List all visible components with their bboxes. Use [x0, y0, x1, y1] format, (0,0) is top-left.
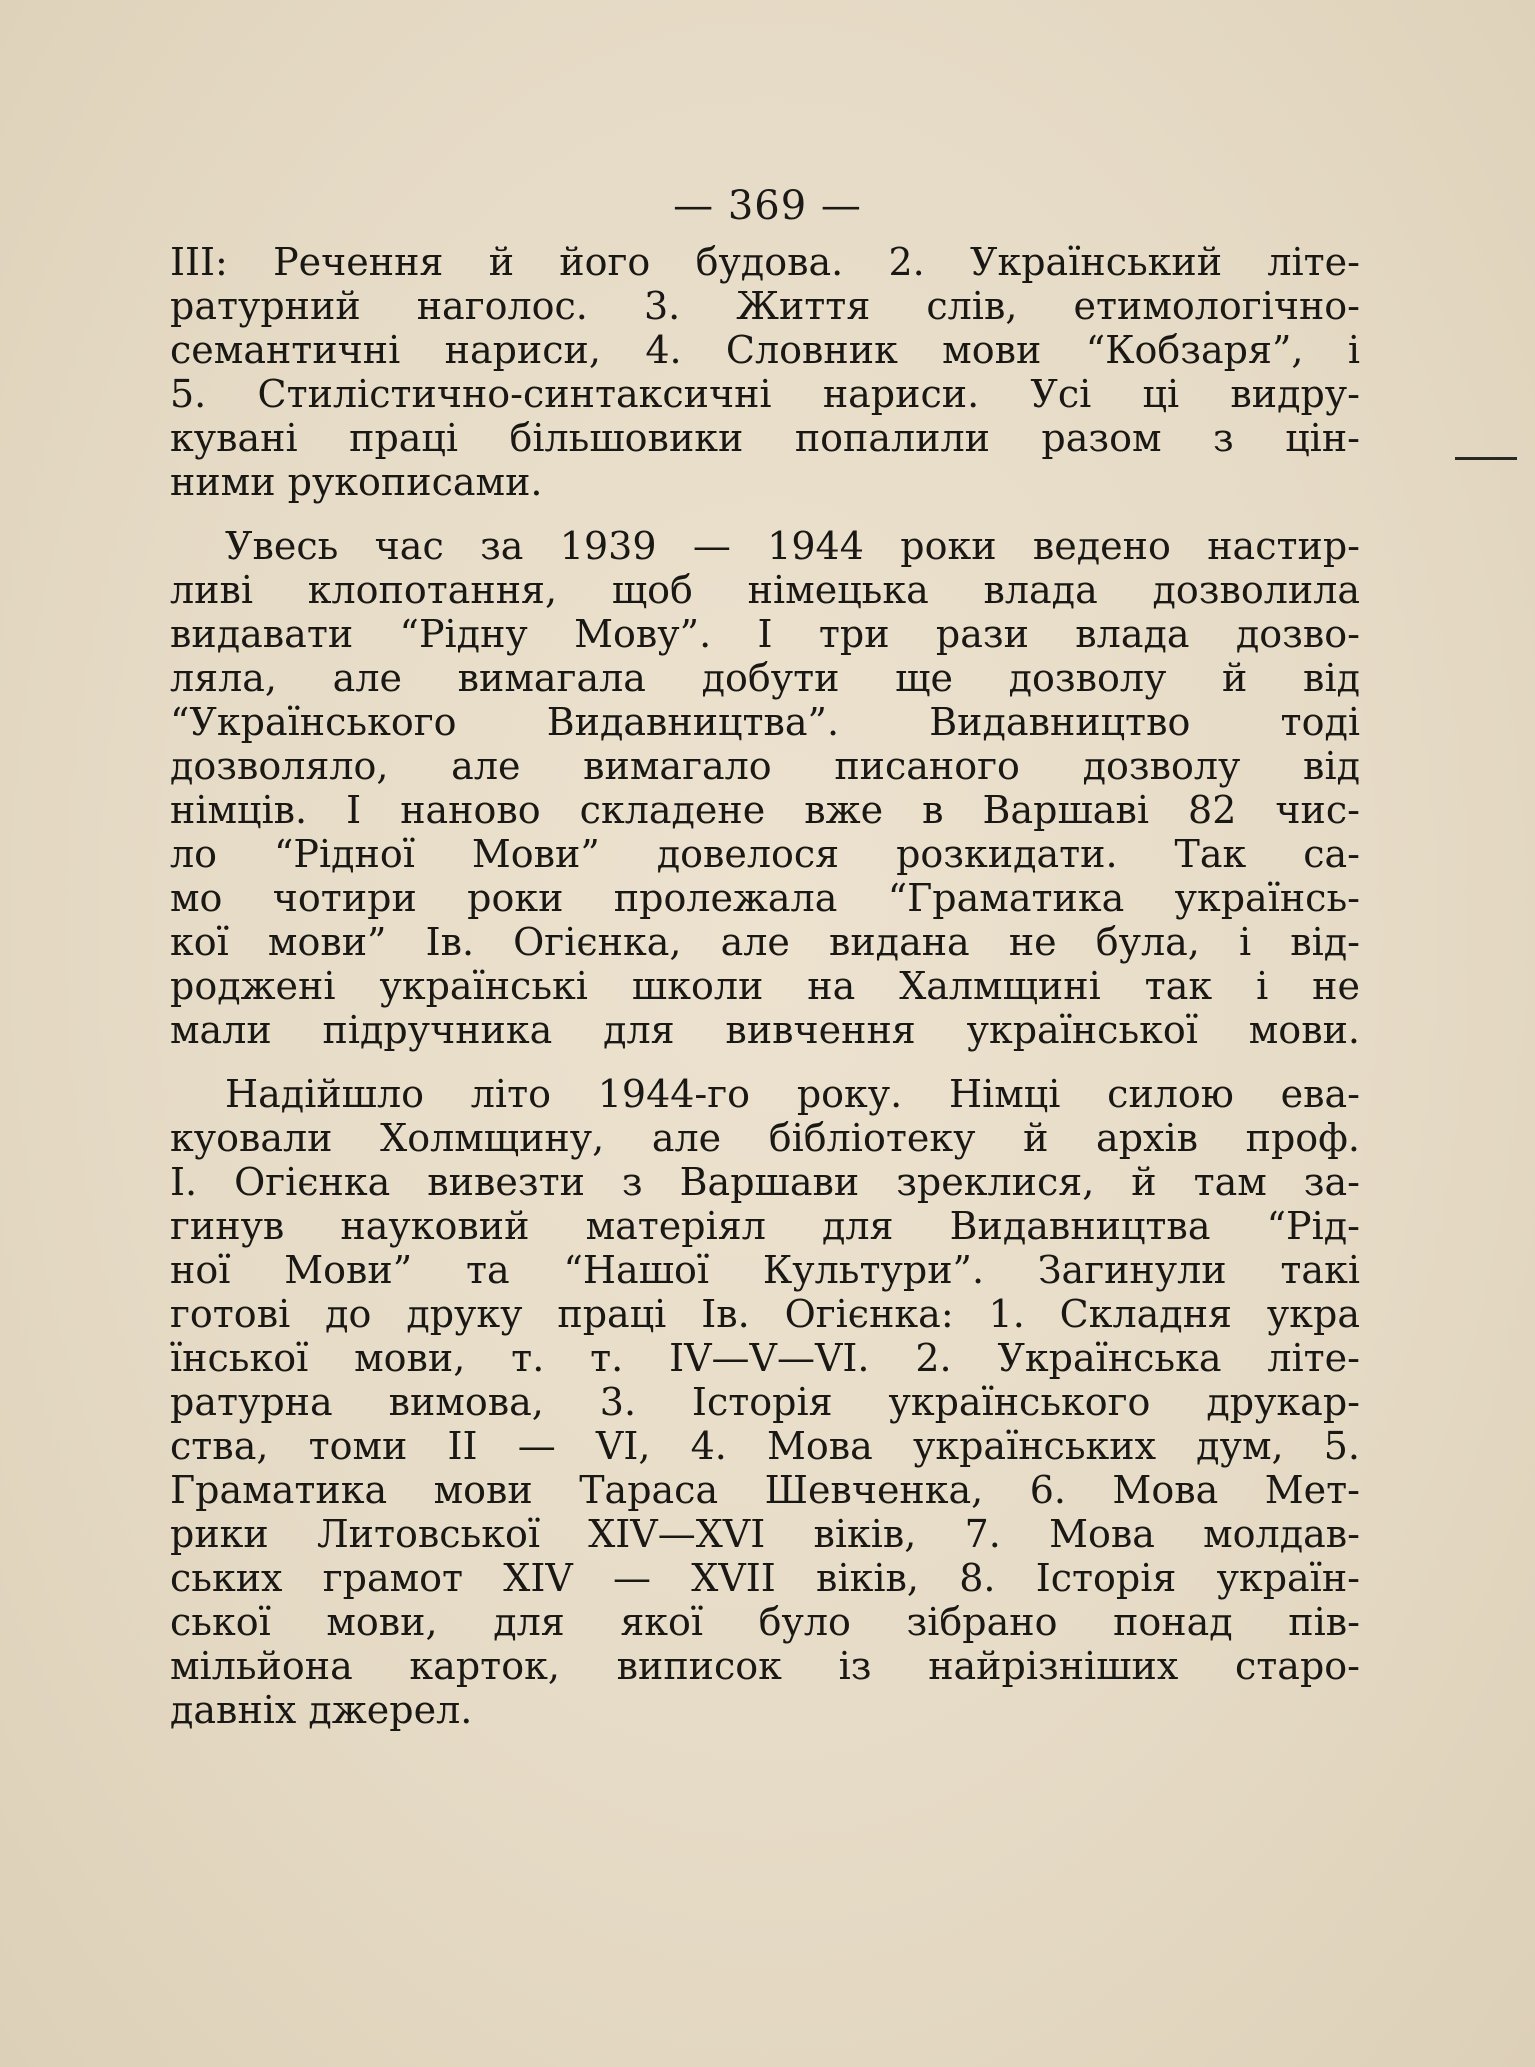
text-line: ратурний наголос. 3. Життя слів, етимологічно-: [170, 284, 1360, 328]
margin-dash-mark: [1455, 457, 1517, 460]
text-line: їнської мови, т. т. IV—V—VI. 2. Українська літе-: [170, 1336, 1360, 1380]
text-line: кої мови” Ів. Огієнка, але видана не була, і від-: [170, 920, 1360, 964]
text-line: Граматика мови Тараса Шевченка, 6. Мова Мет-: [170, 1468, 1360, 1512]
paragraph-2: [170, 524, 1360, 1052]
text-line: ратурна вимова, 3. Історія українського друкар-: [170, 1380, 1360, 1424]
text-line: Надійшло літо 1944-го року. Німці силою ева-: [225, 1072, 1360, 1116]
text-line: ними рукописами.: [170, 460, 543, 504]
text-line: мо чотири роки пролежала “Граматика українсь-: [170, 876, 1360, 920]
page-number: — 369 —: [673, 183, 862, 229]
text-line: І. Огієнка вивезти з Варшави зреклися, й там за-: [170, 1160, 1360, 1204]
text-line: дозволяло, але вимагало писаного дозволу від: [170, 744, 1360, 788]
text-line: рики Литовської XIV—XVI віків, 7. Мова молдав-: [170, 1512, 1360, 1556]
paragraph-1: [170, 240, 1360, 504]
text-line: 5. Стилістично-синтаксичні нариси. Усі ці видру-: [170, 372, 1360, 416]
text-line: ських грамот XIV — XVII віків, 8. Історія україн-: [170, 1556, 1360, 1600]
text-line: куовали Холмщину, але бібліотеку й архів проф.: [170, 1116, 1360, 1160]
text-line: Увесь час за 1939 — 1944 роки ведено настир-: [225, 524, 1360, 568]
text-line: мільйона карток, виписок із найрізніших старо-: [170, 1644, 1360, 1688]
text-line: видавати “Рідну Мову”. І три рази влада дозво-: [170, 612, 1360, 656]
text-line: готові до друку праці Ів. Огієнка: 1. Складня укра: [170, 1292, 1360, 1336]
text-line: ІІІ: Речення й його будова. 2. Український літе-: [170, 240, 1360, 284]
text-line: ства, томи II — VI, 4. Мова українських дум, 5.: [170, 1424, 1360, 1468]
text-line: роджені українські школи на Халмщині так і не: [170, 964, 1360, 1008]
text-line: семантичні нариси, 4. Словник мови “Кобзаря”, і: [170, 328, 1360, 372]
text-line: ної Мови” та “Нашої Культури”. Загинули такі: [170, 1248, 1360, 1292]
text-line: ляла, але вимагала добути ще дозволу й від: [170, 656, 1360, 700]
text-line: ської мови, для якої було зібрано понад пів-: [170, 1600, 1360, 1644]
text-line: німців. І наново складене вже в Варшаві 82 чис-: [170, 788, 1360, 832]
text-line: гинув науковий матеріял для Видавництва “Рід-: [170, 1204, 1360, 1248]
text-line: кувані праці більшовики попалили разом з цін-: [170, 416, 1360, 460]
text-line: мали підручника для вивчення української мови.: [170, 1008, 1360, 1052]
text-line: “Українського Видавництва”. Видавництво тоді: [170, 700, 1360, 744]
text-line: давніх джерел.: [170, 1688, 473, 1732]
body-text: [170, 240, 1360, 1752]
paragraph-3: [170, 1072, 1360, 1732]
text-line: ливі клопотання, щоб німецька влада дозволила: [170, 568, 1360, 612]
text-line: ло “Рідної Мови” довелося розкидати. Так са-: [170, 832, 1360, 876]
